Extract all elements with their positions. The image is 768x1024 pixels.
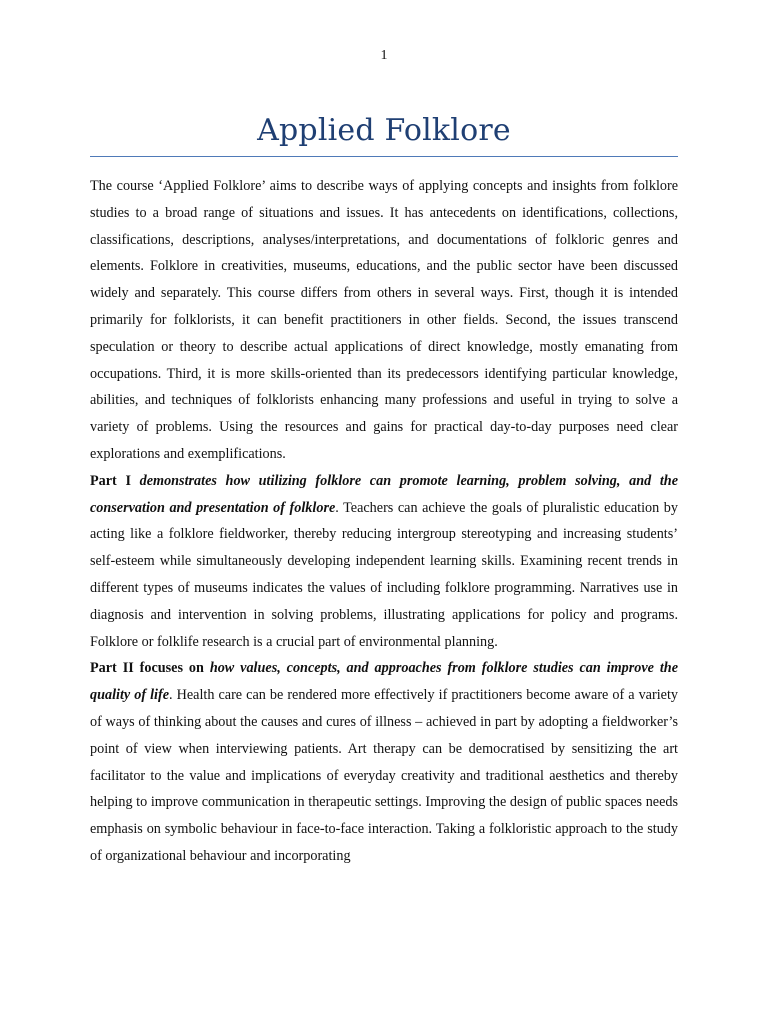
page-number: 1 <box>380 48 388 63</box>
part-one-text: . Teachers can achieve the goals of pluralistic education by acting like a folklore fieldworker, thereby reducing intergroup stereotyping and increasing students’ self-esteem while simultaneously developing independent learning skills. Examining recent trends in different types of museums indicates the values of including folklore programming. Narratives use in diagnosis and intervention in solving problems, illustrating applications for policy and programs. Folklore or folklife research is a crucial part of environmental planning. <box>90 499 678 650</box>
intro-paragraph: The course ‘Applied Folklore’ aims to describe ways of applying concepts and insights from folklore studies to a broad range of situations and issues. It has antecedents on identifications, collections, classifications, descriptions, analyses/interpretations, and documentations of folkloric genres and elements. Folklore in creativities, museums, educations, and the public sector have been discussed widely and separately. This course differs from others in several ways. First, though it is intended primarily for folklorists, it can benefit practitioners in other fields. Second, the issues transcend speculation or theory to describe actual applications of direct knowledge, mostly emanating from occupations. Third, it is more skills-oriented than its predecessors identifying particular knowledge, abilities, and techniques of folklorists enhancing many professions and useful in trying to solve a variety of problems. Using the resources and gains for practical day-to-day purposes need clear explorations and exemplifications. <box>90 178 678 462</box>
part-one-lead: Part I <box>90 472 131 489</box>
document-body <box>90 173 678 870</box>
part-two-text: . Health care can be rendered more effectively if practitioners become aware of a variety of ways of thinking about the causes and cures of illness – achieved in part by adopting a fieldworker’s point of view when interviewing patients. Art therapy can be democratised by sensitizing the art facilitator to the value and implications of everyday creativity and traditional aesthetics and thereby helping to improve communication in therapeutic settings. Improving the design of public spaces needs emphasis on symbolic behaviour in face-to-face interaction. Taking a folkloristic approach to the study of organizational behaviour and incorporating <box>90 687 678 864</box>
part-two-emphasis: how values, concepts, and approaches from folklore studies can improve the quality of life <box>90 660 678 704</box>
part-one-emphasis: demonstrates how utilizing folklore can promote learning, problem solving, and the conservation and presentation of folklore <box>90 472 678 516</box>
part-two-paragraph <box>90 655 678 869</box>
part-two-lead: Part II focuses on <box>90 660 204 677</box>
title-underline-rule <box>90 156 678 157</box>
part-one-paragraph <box>90 468 678 656</box>
document-title: Applied Folklore <box>257 113 511 148</box>
